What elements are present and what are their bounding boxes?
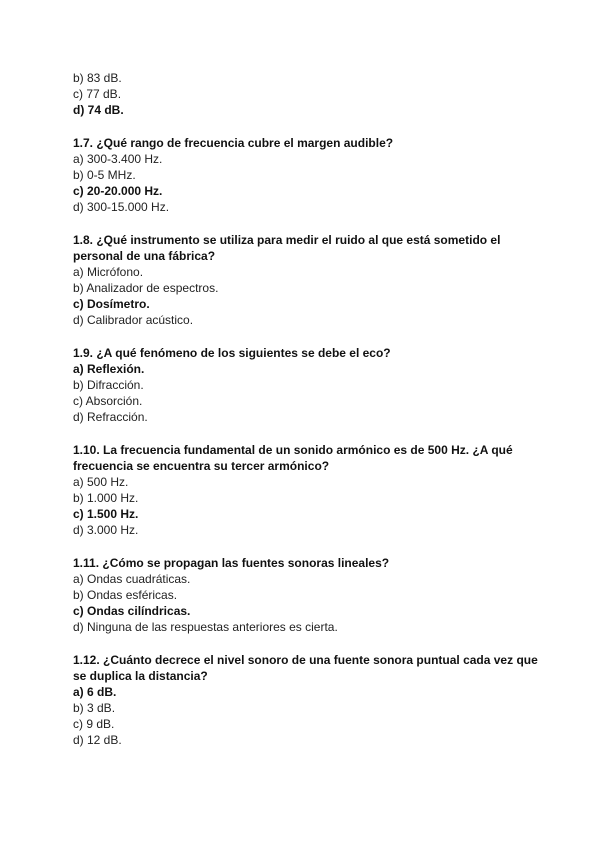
previous-question-options <box>73 70 543 118</box>
correct-option: c) Dosímetro. <box>73 297 150 311</box>
option: a) 300-3.400 Hz. <box>73 152 163 166</box>
correct-option: a) Reflexión. <box>73 362 145 376</box>
option: a) 500 Hz. <box>73 475 129 489</box>
correct-option: c) 20-20.000 Hz. <box>73 184 163 198</box>
question-text: 1.7. ¿Qué rango de frecuencia cubre el margen audible? <box>73 136 394 150</box>
question-text: 1.8. ¿Qué instrumento se utiliza para medir el ruido al que está sometido el personal de una fábrica? <box>73 233 501 263</box>
option: d) Ninguna de las respuestas anteriores es cierta. <box>73 620 338 634</box>
question-text: 1.11. ¿Cómo se propagan las fuentes sonoras lineales? <box>73 556 390 570</box>
question-text: 1.12. ¿Cuánto decrece el nivel sonoro de una fuente sonora puntual cada vez que se duplica la distancia? <box>73 653 538 683</box>
option: b) Analizador de espectros. <box>73 281 219 295</box>
option: d) 12 dB. <box>73 733 122 747</box>
correct-option: c) 1.500 Hz. <box>73 507 139 521</box>
option: b) Difracción. <box>73 378 144 392</box>
question-text: 1.10. La frecuencia fundamental de un sonido armónico es de 500 Hz. ¿A qué frecuencia se encuentra su tercer armónico? <box>73 443 513 473</box>
option: c) 9 dB. <box>73 717 115 731</box>
option: b) 0-5 MHz. <box>73 168 136 182</box>
question-block <box>73 135 543 215</box>
option: c) Absorción. <box>73 394 143 408</box>
option: a) Ondas cuadráticas. <box>73 572 191 586</box>
question-block <box>73 652 543 748</box>
question-block <box>73 232 543 328</box>
option: d) 300-15.000 Hz. <box>73 200 170 214</box>
option: d) Calibrador acústico. <box>73 313 194 327</box>
question-text: 1.9. ¿A qué fenómeno de los siguientes se debe el eco? <box>73 346 391 360</box>
option: b) 3 dB. <box>73 701 116 715</box>
question-block <box>73 442 543 538</box>
option: b) 1.000 Hz. <box>73 491 139 505</box>
question-block <box>73 345 543 425</box>
option: a) Micrófono. <box>73 265 144 279</box>
correct-option: a) 6 dB. <box>73 685 117 699</box>
option: d) Refracción. <box>73 410 148 424</box>
document-page <box>73 70 543 765</box>
option: b) Ondas esféricas. <box>73 588 178 602</box>
option: b) 83 dB. <box>73 71 122 85</box>
option: c) 77 dB. <box>73 87 122 101</box>
option: d) 3.000 Hz. <box>73 523 139 537</box>
correct-option: d) 74 dB. <box>73 103 124 117</box>
correct-option: c) Ondas cilíndricas. <box>73 604 191 618</box>
question-block <box>73 555 543 635</box>
